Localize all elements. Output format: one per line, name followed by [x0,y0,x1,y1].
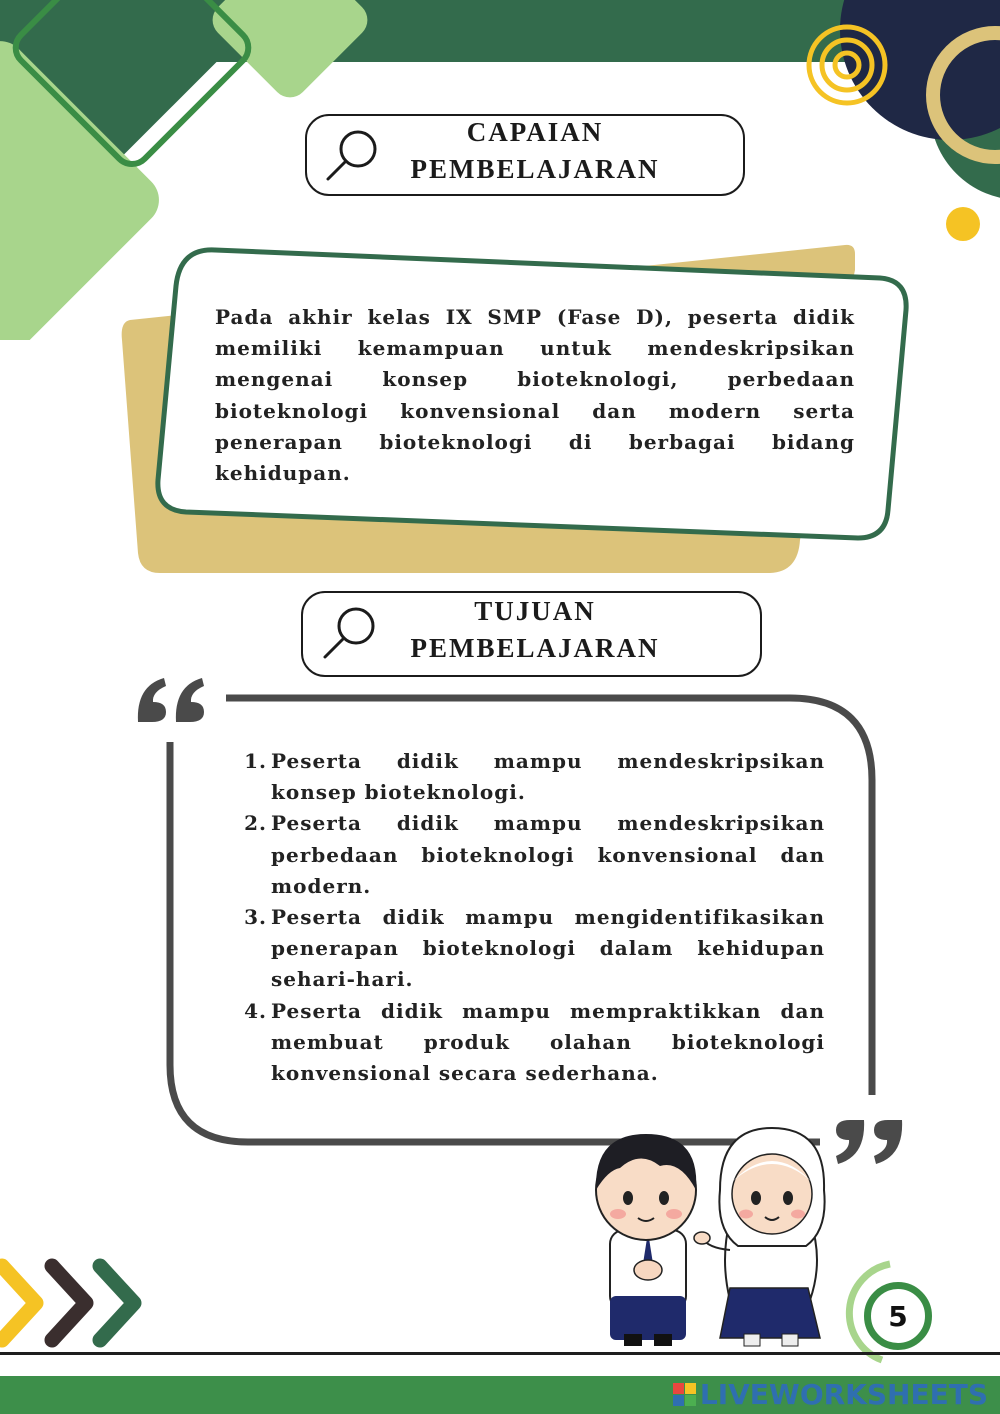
capaian-title-line2: PEMBELAJARAN [410,154,660,184]
list-text: Peserta didik mampu mendeskripsikan perbedaan bioteknologi konvensional dan modern. [271,811,825,898]
list-text: Peserta didik mampu mempraktikkan dan membuat produk olahan bioteknologi konvensional secara sederhana. [271,998,825,1086]
list-item [244,902,825,996]
list-number: 4. [244,998,267,1023]
chevron-arrows-icon [0,1258,145,1348]
quote-open-icon [134,676,210,724]
list-number: 3. [244,905,267,930]
list-number: 2. [244,811,267,836]
quote-close-icon [832,1118,908,1166]
tujuan-title-line1: TUJUAN [474,596,596,626]
top-right-decoration [780,0,1000,260]
magnifier-icon [318,606,378,662]
capaian-title-line1: CAPAIAN [466,117,604,147]
liveworksheets-logo[interactable] [673,1376,988,1412]
list-item [244,808,825,902]
students-illustration [580,1120,840,1355]
list-text: Peserta didik mampu mendeskripsikan konsep bioteknologi. [271,749,825,805]
capaian-title [390,114,680,188]
list-item [244,746,825,808]
liveworksheets-logo-icon [673,1383,696,1406]
list-number: 1. [244,749,267,773]
tujuan-title-line2: PEMBELAJARAN [410,633,660,663]
boy-student-icon [596,1134,696,1346]
girl-student-icon [694,1128,825,1346]
liveworksheets-logo-text: LIVEWORKSHEETS [699,1377,988,1411]
footer-line [0,1352,1000,1355]
page-number: 5 [864,1282,932,1350]
list-item [244,996,825,1090]
capaian-body: Pada akhir kelas IX SMP (Fase D), peserta didik memiliki kemampuan untuk mendeskripsikan mengenai konsep bioteknologi, perbedaan bioteknologi konvensional dan modern serta penerapan bioteknologi di berbagai bidang kehidupan. [215,305,855,486]
tujuan-list [244,746,825,1089]
magnifier-icon [322,128,382,184]
list-text: Peserta didik mampu mengidentifikasikan penerapan bioteknologi dalam kehidupan sehari-hari. [271,905,825,992]
tujuan-title [390,593,680,667]
